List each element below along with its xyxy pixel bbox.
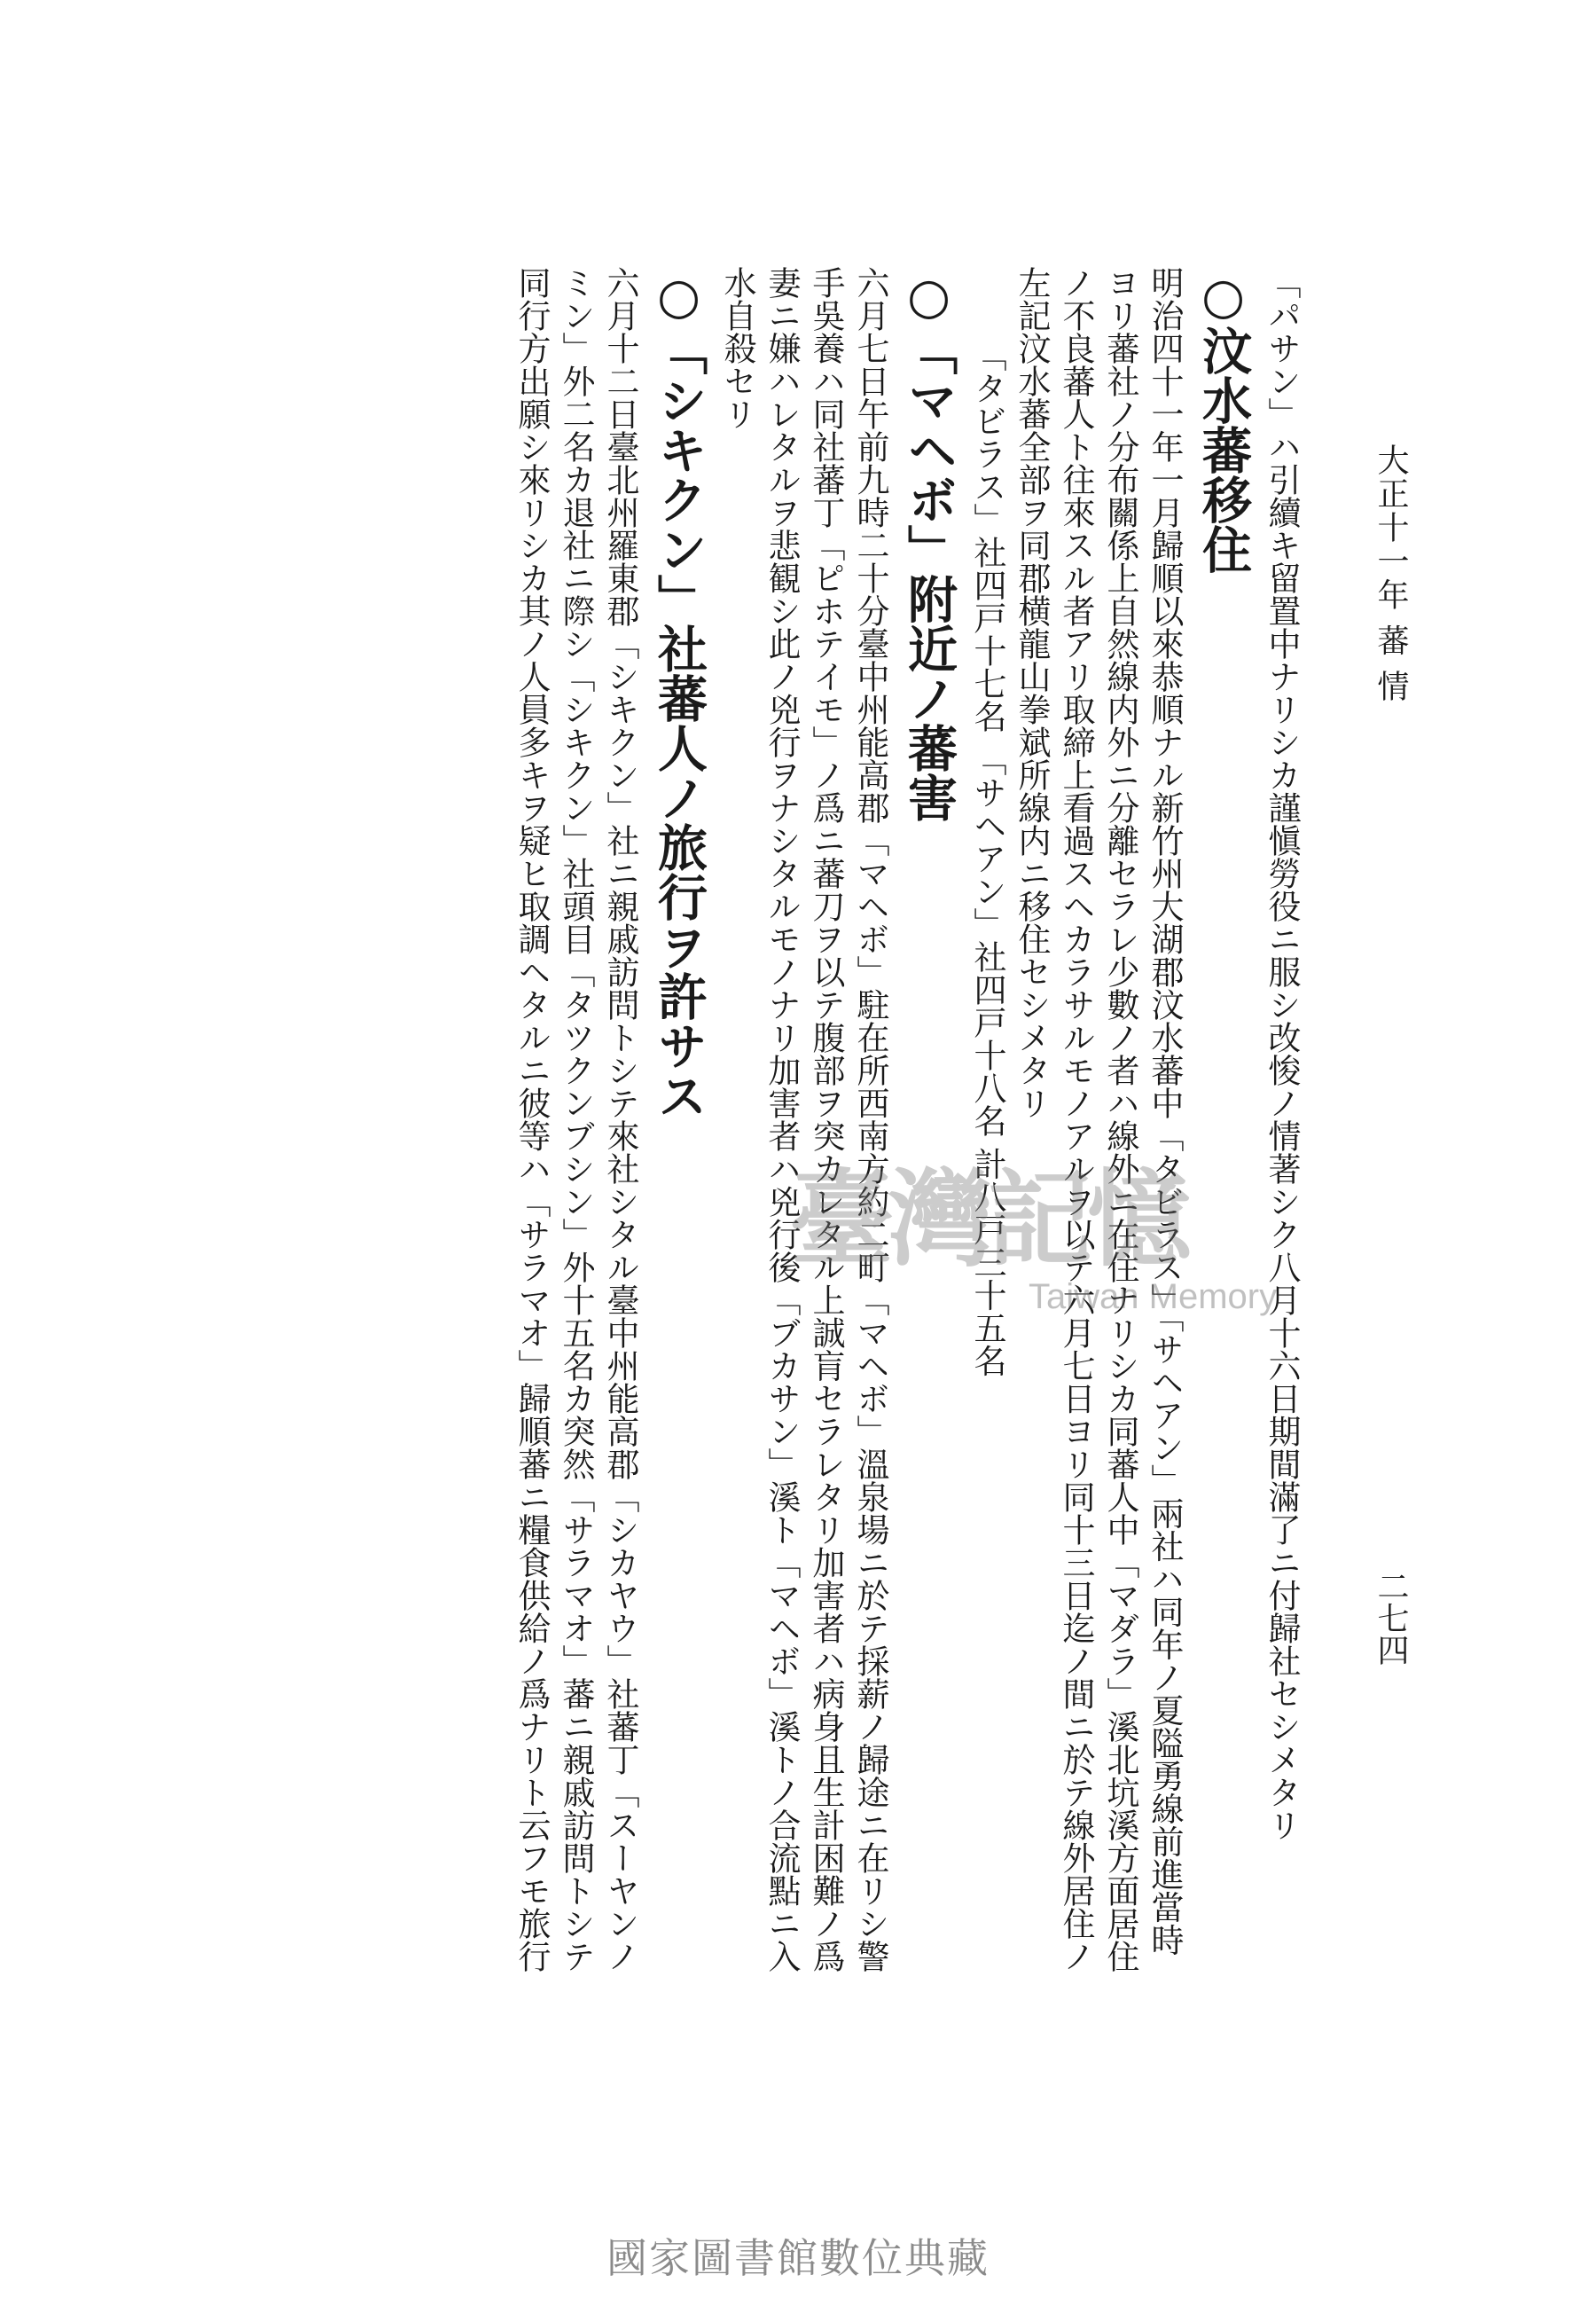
running-header: 大正十一年 蕃 情: [1373, 443, 1409, 703]
text-line: ノ不良蕃人ト往來スル者アリ取締上看過スヘカラサルモノアルヲ以テ六月七日ヨリ同十三日迄ノ間ニ於テ線外居住ノ: [1057, 266, 1095, 1973]
section-heading: ○「シキクン」社蕃人ノ旅行ヲ許サス: [650, 268, 708, 1120]
text-line: 「タビラス」社四戸十七名 「サヘアン」社四戸十八名 計八戸三十五名: [968, 339, 1006, 1377]
text-line: 同行方出願シ來リシカ其ノ人員多キヲ疑ヒ取調ヘタルニ彼等ハ「サラマオ」歸順蕃ニ糧食供給ノ爲ナリト云フモ旅行: [512, 266, 551, 1973]
watermark-en: Taiwan Memory: [1029, 1277, 1278, 1316]
text-line: 手吳養ハ同社蕃丁「ピホテイモ」ノ爲ニ蕃刀ヲ以テ腹部ヲ突カレタル上誠肓セラレタリ加害者ハ病身且生計困難ノ爲: [807, 266, 845, 1973]
text-line: ヨリ蕃社ノ分布關係上自然線内外ニ分離セラレ少數ノ者ハ線外ニ在住ナリシカ同蕃人中「マダラ」溪北坑溪方面居住: [1101, 266, 1139, 1973]
watermark-cjk: 臺灣記憶: [789, 1158, 1187, 1281]
section-heading: ○「マヘボ」附近ノ蕃害: [900, 268, 958, 822]
page-number: 二七四: [1373, 1570, 1409, 1666]
text-line: 水自殺セリ: [718, 266, 756, 430]
document-body: [509, 266, 1303, 2031]
section-heading: ○汶水蕃移住: [1194, 268, 1252, 574]
text-line: 六月七日午前九時二十分臺中州能高郡「マヘボ」駐在所西南方約二町「マヘボ」溫泉場ニ於テ採薪ノ歸途ニ在リシ警: [851, 266, 889, 1973]
text-line: 妻ニ嫌ハレタルヲ悲観シ此ノ兇行ヲナシタルモノナリ加害者ハ兇行後「ブカサン」溪ト「マヘボ」溪トノ合流點ニ入: [763, 266, 801, 1973]
text-line: 「パサン」ハ引續キ留置中ナリシカ謹愼勞役ニ服シ改悛ノ情著シク八月十六日期間滿了ニ付歸社セシメタリ: [1263, 266, 1301, 1841]
text-line: ミン」外二名カ退社ニ際シ「シキクン」社頭目「タツクンブシン」外十五名カ突然「サラマオ」蕃ニ親戚訪問トシテ: [557, 266, 595, 1973]
text-line: 左記汶水蕃全部ヲ同郡横龍山拳斌所線内ニ移住セシメタリ: [1013, 266, 1051, 1119]
text-line: 明治四十一年一月歸順以來恭順ナル新竹州大湖郡汶水蕃中「タビラス」「サヘアン」兩社ハ同年ノ夏隘勇線前進當時: [1146, 266, 1184, 1957]
footer-collection-label: 國家圖書館數位典藏: [606, 2234, 990, 2282]
text-line: 六月十二日臺北州羅東郡「シキクン」社ニ親戚訪問トシテ來社シタル臺中州能高郡「シカヤウ」社蕃丁「スーヤンノ: [601, 266, 639, 1973]
